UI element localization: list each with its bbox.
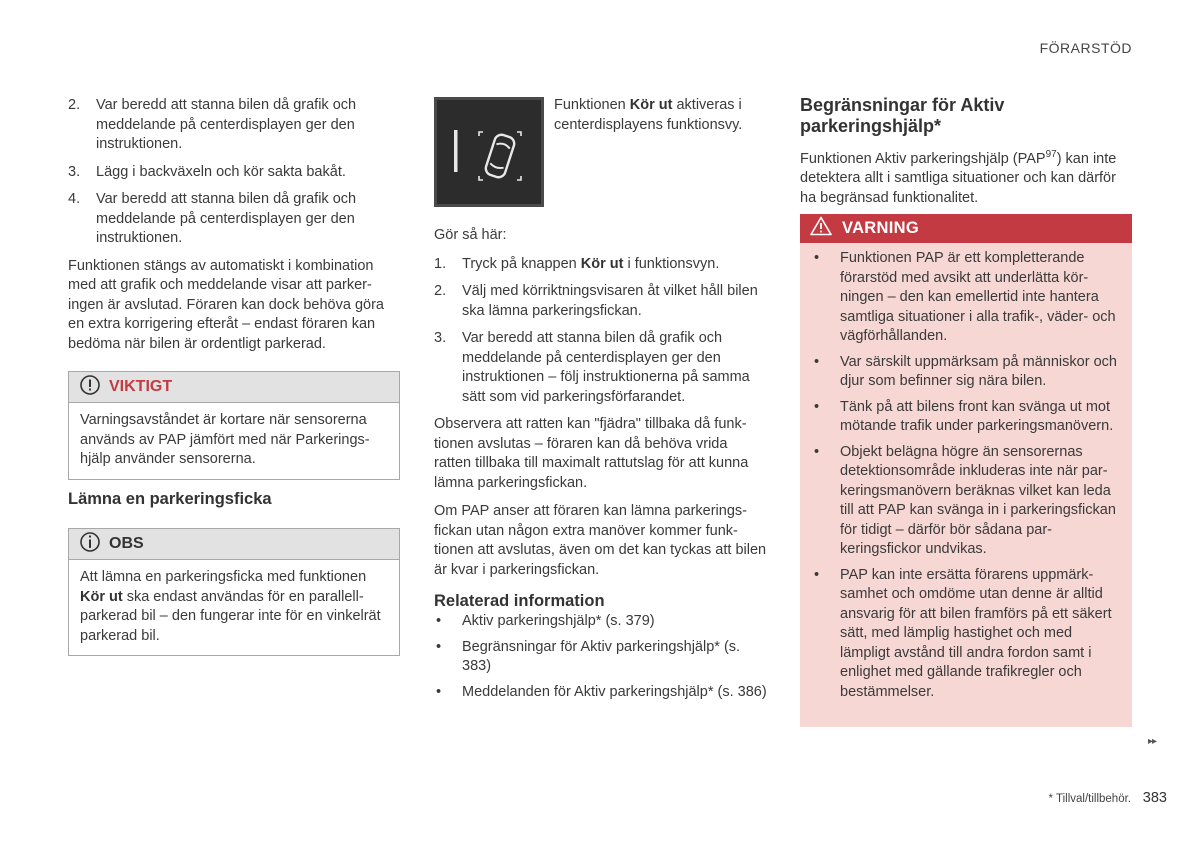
bullet-icon: • [436, 683, 442, 700]
caption-text: Funktionen [554, 97, 630, 113]
important-box [68, 371, 400, 480]
important-box-text: Varningsavståndet är kortare när sensorerna används av PAP jämfört med när Parkeringshjälp använder sensorerna. [80, 412, 370, 467]
note-box-header [69, 529, 399, 560]
warning-item-text: PAP kan inte ersätta förarens uppmärksamhet och omdöme utan denne är alltid ansvarig för att bilen framförs på ett säkert sätt, med lämplig hastighet och med lämpligt avstånd till andra fordon samt i enlighet med gällande trafikregler och bestämmelser. [840, 566, 1112, 700]
note-text-part: Att lämna en parkeringsficka med funktionen [80, 569, 367, 585]
intro-text: Funktionen Aktiv parkeringshjälp (PAP [800, 150, 1046, 167]
footnote: * Tillval/tillbehör. [1048, 793, 1131, 805]
warning-box-header [800, 214, 1132, 243]
bullet-icon: • [436, 638, 442, 655]
caption-bold: Kör ut [629, 97, 673, 113]
warning-item-text: Tänk på att bilens front kan svänga ut mot mötande trafik under parkeringsmanövern. [840, 398, 1114, 434]
exclamation-circle-icon [79, 374, 101, 401]
bullet-icon: • [814, 443, 820, 460]
step-item [68, 96, 400, 155]
step-text-bold: Kör ut [580, 255, 624, 272]
warning-item-text: Var särskilt uppmärksam på människor och djur som befinner sig nära bilen. [840, 353, 1117, 389]
step-item [434, 282, 767, 321]
related-link[interactable] [434, 612, 767, 632]
note-text-part: ska endast användas för en parallellparkerad bil – den fungerar inte för en vinkelrät parkerad bil. [80, 588, 381, 644]
related-link-text: Aktiv parkeringshjälp* (s. 379) [462, 613, 655, 629]
warning-item [812, 353, 1120, 392]
related-heading: Relaterad information [434, 592, 605, 610]
step-number: 2. [434, 283, 447, 299]
footnote-ref: 97 [1045, 149, 1057, 160]
step-text: Var beredd att stanna bilen då grafik och meddelande på centerdisplayen ger den instruktionen – följ instruktionerna på samma sätt som vid parkeringsförfarandet. [462, 330, 750, 405]
note-box-title: OBS [109, 535, 144, 552]
section-heading: Lämna en parkeringsficka [68, 490, 272, 508]
intro-text: Gör så här: [434, 227, 507, 243]
warning-box-body [800, 243, 1132, 716]
column-2 [434, 226, 767, 702]
body-paragraph: Funktionen stängs av automatiskt i kombination med att grafik och meddelande visar att parkeringen är avslutad. Föraren kan dock behöva göra en extra korrigering efteråt – endast föraren kan bedöma när bilen är ordentligt parkerad. [68, 257, 384, 352]
page-number: 383 [1142, 790, 1167, 806]
related-link-text: Begränsningar för Aktiv parkeringshjälp* (s. 383) [462, 638, 741, 674]
warning-item [812, 398, 1120, 437]
step-text: i funktionsvyn. [623, 255, 720, 272]
warning-box-title: VARNING [842, 219, 919, 237]
warning-triangle-icon [810, 216, 832, 241]
warning-box [800, 214, 1132, 727]
bullet-icon: • [814, 398, 820, 415]
intro-text: ) kan inte detektera allt i samtliga situationer och kan därför ha begränsad funktionalitet. [800, 150, 1117, 206]
step-number: 1. [434, 255, 447, 272]
step-item [434, 329, 767, 407]
step-number: 2. [68, 97, 81, 113]
step-number: 4. [68, 191, 81, 207]
step-text: Tryck på knappen [462, 255, 581, 272]
step-text: Var beredd att stanna bilen då grafik och meddelande på centerdisplayen ger den instruktionen. [96, 97, 357, 152]
related-link[interactable] [434, 683, 767, 703]
section-heading: Begränsningar för Aktiv parkeringshjälp* [800, 95, 1005, 136]
bullet-icon: • [814, 353, 820, 370]
important-box-title: VIKTIGT [109, 378, 173, 395]
park-out-car-icon [437, 100, 541, 204]
warning-item [812, 566, 1120, 703]
illustration-caption [554, 96, 759, 135]
running-header: FÖRARSTÖD [1039, 40, 1132, 56]
step-number: 3. [68, 163, 81, 180]
step-text: Välj med körriktningsvisaren åt vilket håll bilen ska lämna parkeringsfickan. [462, 283, 758, 319]
continue-arrows-icon: ▸▸ [1148, 736, 1157, 747]
display-illustration [434, 97, 544, 207]
bullet-icon: • [814, 250, 820, 266]
step-text: Lägg i backväxeln och kör sakta bakåt. [96, 163, 346, 180]
warning-item-text: Objekt belägna högre än sensorernas detektionsområde inkluderas inte när parkeringsmanövern beräknas vilket kan leda till att PAP kan svänga in i parkeringsfickan för tidigt – därför bör sådana parkeringsfickor undvikas. [840, 443, 1116, 557]
body-paragraph: Observera att ratten kan "fjädra" tillbaka då funktionen avslutas – föraren kan då behöva vrida ratten tillbaka till maximalt rattutslag för att kunna lämna parkeringsfickan. [434, 416, 749, 491]
step-text: Var beredd att stanna bilen då grafik och meddelande på centerdisplayen ger den instruktionen. [96, 191, 357, 246]
info-circle-icon [79, 531, 101, 558]
column-3 [800, 95, 1132, 208]
related-link[interactable] [434, 638, 767, 677]
warning-item [812, 249, 1120, 347]
note-text-bold: Kör ut [80, 588, 123, 605]
warning-item-text: Funktionen PAP är ett kompletterande förarstöd med avsikt att underlätta körningen – den kan emellertid inte hantera samtliga situationer i alla trafik-, väder- och vägförhållanden. [840, 250, 1116, 344]
body-paragraph [800, 145, 1132, 208]
body-paragraph: Om PAP anser att föraren kan lämna parkeringsfickan utan någon extra manöver kommer funktionen att avslutas, även om det kan tyckas att bilen är kvar i parkeringsfickan. [434, 503, 767, 578]
step-item [434, 255, 767, 275]
column-1 [68, 96, 400, 354]
related-link-text: Meddelanden för Aktiv parkeringshjälp* (s. 386) [462, 683, 767, 700]
warning-item [812, 443, 1120, 560]
step-item [68, 163, 400, 183]
step-number: 3. [434, 330, 447, 346]
step-item [68, 190, 400, 249]
note-box [68, 528, 400, 656]
bullet-icon: • [436, 613, 442, 629]
caption-text: aktiveras i centerdisplayens funktionsvy. [554, 97, 743, 133]
bullet-icon: • [814, 566, 820, 583]
note-box-text [69, 560, 399, 655]
important-box-header [69, 372, 399, 403]
